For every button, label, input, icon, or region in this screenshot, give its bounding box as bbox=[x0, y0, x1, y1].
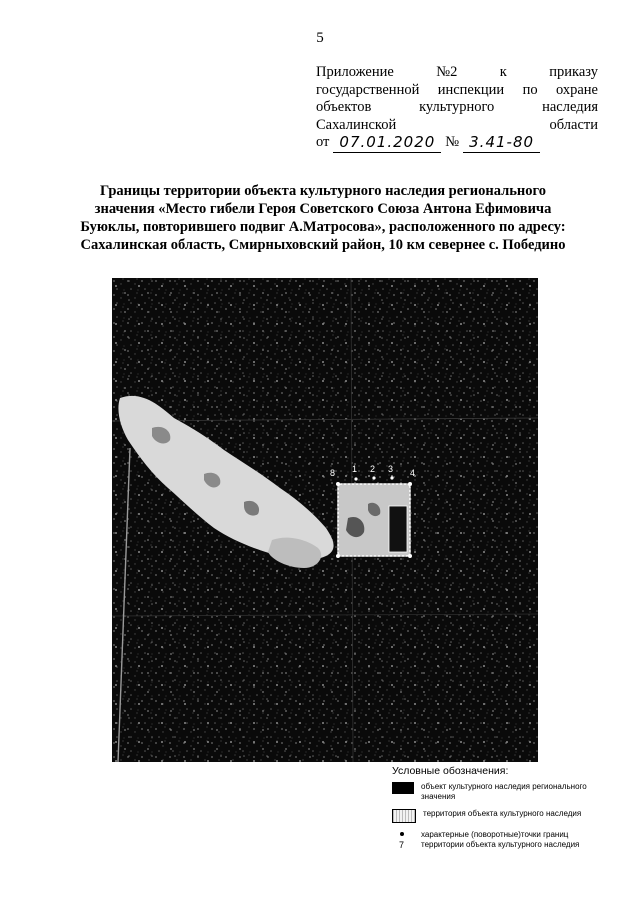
turning-point bbox=[408, 554, 412, 558]
turning-point bbox=[408, 482, 412, 486]
appendix-line-4 bbox=[316, 117, 598, 135]
point-icon bbox=[400, 832, 404, 836]
turning-point bbox=[354, 477, 357, 480]
appendix-word: Приложение bbox=[316, 64, 394, 80]
legend-item-object bbox=[392, 782, 592, 802]
order-number: 3.41-80 bbox=[463, 134, 540, 153]
point-marker bbox=[392, 830, 414, 852]
appendix-word: Сахалинской bbox=[316, 116, 397, 133]
document-title: Границы территории объекта культурного наследия регионального значения «Место гибели Героя Советского Союза Антона Ефимовича Буюклы, повторившего подвиг А.Матросова», расположенного по адресу: Сахалинская область, Смирныховский район, 10 км севернее с. Победино bbox=[80, 183, 566, 253]
page-number: 5 bbox=[316, 30, 324, 46]
appendix-line-2 bbox=[316, 82, 598, 100]
appendix-word: №2 bbox=[436, 64, 458, 80]
appendix-word: по bbox=[522, 81, 538, 98]
territory-boundary bbox=[338, 484, 410, 556]
turning-point bbox=[390, 476, 393, 479]
turning-point bbox=[336, 554, 340, 558]
appendix-word: государственной bbox=[316, 81, 420, 98]
appendix-word: приказу bbox=[549, 64, 598, 80]
turning-point bbox=[336, 482, 340, 486]
appendix-date-line bbox=[316, 134, 598, 153]
boundary-rectangle-icon bbox=[392, 809, 416, 823]
order-date: 07.01.2020 bbox=[333, 134, 441, 153]
black-rectangle-icon bbox=[392, 782, 414, 794]
point-number: 7 bbox=[399, 840, 405, 850]
satellite-map bbox=[112, 278, 538, 762]
appendix-word: охране bbox=[555, 81, 598, 98]
legend-item-territory bbox=[392, 809, 592, 823]
appendix-header bbox=[316, 64, 598, 153]
appendix-line-1 bbox=[316, 64, 598, 82]
map-image bbox=[112, 278, 538, 762]
legend-label: территория объекта культурного наследия bbox=[423, 809, 582, 818]
point-label: 3 bbox=[388, 464, 394, 474]
appendix-word: области bbox=[549, 116, 598, 133]
appendix-line-3 bbox=[316, 99, 598, 117]
appendix-word: к bbox=[499, 64, 507, 80]
appendix-word: культурного bbox=[419, 99, 495, 115]
turning-point bbox=[372, 476, 375, 479]
appendix-word: инспекции bbox=[437, 81, 505, 98]
legend-title: Условные обозначения: bbox=[392, 765, 509, 777]
heritage-object bbox=[389, 506, 407, 552]
point-label: 4 bbox=[410, 468, 416, 478]
legend-item-points bbox=[392, 830, 592, 852]
appendix-word: наследия bbox=[542, 99, 598, 115]
point-label: 2 bbox=[370, 464, 376, 474]
date-prefix: от bbox=[316, 134, 330, 150]
point-label: 8 bbox=[330, 468, 336, 478]
legend-label: объект культурного наследия регионального значения bbox=[421, 782, 587, 801]
point-label: 1 bbox=[352, 464, 358, 474]
number-sign: № bbox=[445, 134, 460, 150]
appendix-word: объектов bbox=[316, 99, 372, 115]
map-legend bbox=[392, 766, 592, 859]
legend-label: характерные (поворотные)точки границ территории объекта культурного наследия bbox=[421, 830, 580, 849]
